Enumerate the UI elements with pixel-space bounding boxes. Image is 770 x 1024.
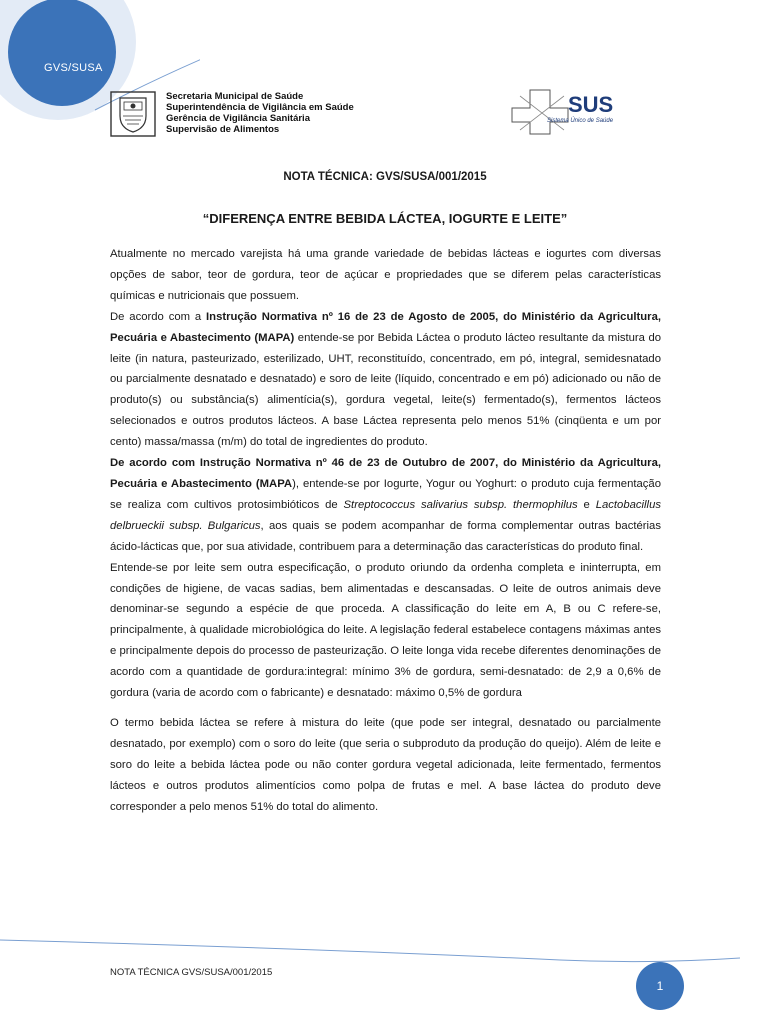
paragraph-2	[110, 307, 661, 453]
sus-logo	[510, 86, 638, 136]
paragraph-2-text: entende-se por Bebida Láctea o produto lácteo resultante da mistura do leite (in natura, pasteurizado, esterilizado, UHT, reconstituído, concentrado, em pó, integral, semidesnatado ou parcialmente desnatado e desnatado) e soro de leite (líquido, concentrado e em pó) adicionado ou não de produto(s) ou substância(s) alimentícia(s), gordura vegetal, leite(s) fermentado(s), fermentos lácteos selecionados e outros produtos lácteos. A base Láctea representa pelo menos 51% (cinqüenta e um por cento) massa/massa (m/m) do total de ingredientes do produto.	[110, 331, 662, 449]
paragraph-5: O termo bebida láctea se refere à mistura do leite (que pode ser integral, desnatado ou parcialmente desnatado, por exemplo) com o soro do leite (que seria o subproduto da produção do queijo). Além de leite e soro do leite a bebida láctea pode ou não conter gordura vegetal adicionada, leite fermentado, fermentos lácteos e outros produtos alimentícios como polpa de frutas e mel. A base láctea do produto deve corresponder a pelo menos 51% do total do alimento.	[110, 716, 661, 813]
paragraph-3	[110, 453, 661, 558]
nota-title: NOTA TÉCNICA: GVS/SUSA/001/2015	[283, 171, 487, 183]
footer-reference: NOTA TÉCNICA GVS/SUSA/001/2015	[110, 967, 273, 978]
header-line-4: Supervisão de Alimentos	[166, 124, 280, 135]
gvs-susa-badge: GVS/SUSA	[44, 62, 103, 74]
paragraph-3-text-a: ), entende-se por Iogurte, Yogur ou Yoghurt: o produto cuja fermentação se realiza com cultivos protosimbióticos de	[110, 477, 661, 511]
paragraph-3-species-1: Streptococcus salivarius subsp. thermophilus	[343, 498, 578, 511]
header-line-1: Secretaria Municipal de Saúde	[166, 91, 304, 102]
sus-logo-subtitle: Sistema Único de Saúde	[547, 118, 614, 124]
paragraph-4: Entende-se por leite sem outra especificação, o produto oriundo da ordenha completa e ininterrupta, em condições de higiene, de vacas sadias, bem alimentadas e descansadas. O leite de outros animais deve denominar-se segundo a espécie de que proceda. A classificação do leite em A, B ou C refere-se, principalmente, à qualidade microbiológica do leite. A legislação federal estabelece contagens máximas antes e principalmente depois do processo de pasteurização. O leite longa vida recebe diferentes denominações de acordo com a quantidade de gordura:integral: mínimo 3% de gordura, semi-desnatado: de 2,9 a 0,6% de gordura (varia de acordo com o fabricante) e desnatado: máximo 0,5% de gordura	[110, 561, 661, 700]
corner-decoration	[0, 0, 200, 160]
sus-logo-text: SUS	[568, 92, 614, 117]
paragraph-2-intro: De acordo com a	[110, 310, 207, 323]
paragraph-2-regulation: Instrução Normativa nº 16 de 23 de Agosto de 2005, do Ministério da Agricultura, Pecuária e Abastecimento (MAPA)	[110, 310, 661, 344]
header-line-3: Gerência de Vigilância Sanitária	[166, 113, 310, 124]
page-number: 1	[656, 979, 664, 993]
document-body	[110, 244, 661, 817]
paragraph-3-species-2: Lactobacillus delbrueckii subsp. Bulgaricus	[110, 498, 661, 532]
header-line-2: Superintendência de Vigilância em Saúde	[166, 102, 354, 113]
paragraph-3-regulation: De acordo com Instrução Normativa nº 46 de 23 de Outubro de 2007, do Ministério da Agricultura, Pecuária e Abastecimento (MAPA	[110, 457, 661, 490]
page-number-badge	[636, 962, 684, 1010]
paragraph-1: Atualmente no mercado varejista há uma grande variedade de bebidas lácteas e iogurtes com diversas opções de sabor, teor de gordura, teor de açúcar e propriedades que se diferem pelas características químicas e nutricionais que possuem.	[110, 248, 661, 302]
paragraph-3-text-b: e	[577, 498, 596, 511]
institution-header	[166, 91, 354, 135]
municipal-crest-icon	[108, 90, 158, 138]
paragraph-3-text-c: , aos quais se podem acompanhar de forma complementar outras bactérias ácido-lácticas que, por sua atividade, contribuem para a determinação das características do produto final.	[110, 519, 661, 553]
document-title: “DIFERENÇA ENTRE BEBIDA LÁCTEA, IOGURTE E LEITE”	[202, 211, 568, 226]
